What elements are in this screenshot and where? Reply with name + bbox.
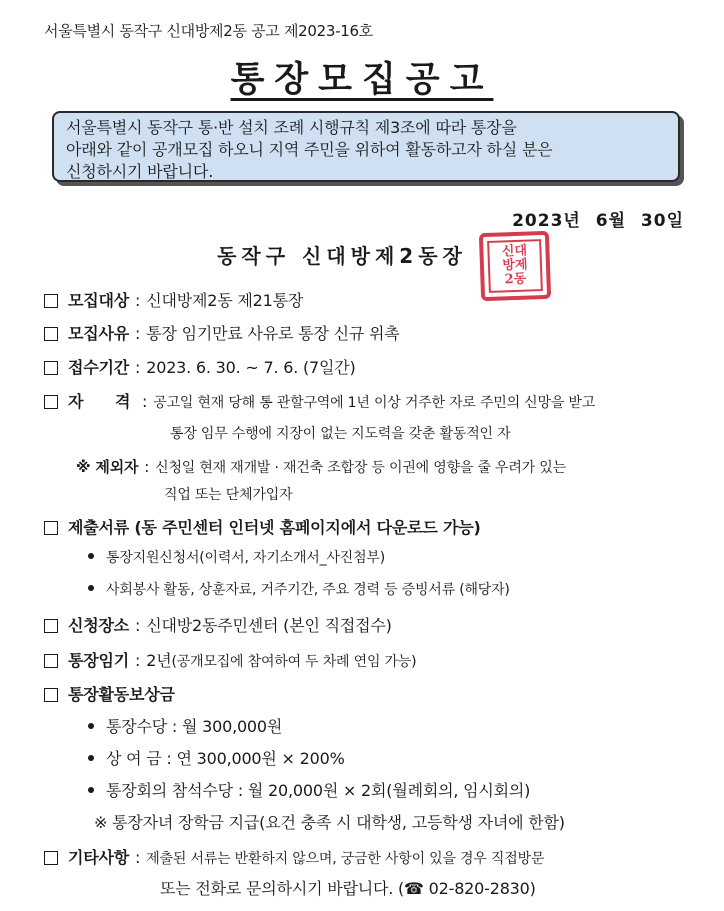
checkbox-icon (44, 619, 58, 633)
bullet-text: 통장수당 : 월 300,000원 (106, 717, 283, 736)
item-other: 기타사항 : 제출된 서류는 반환하지 않으며, 궁금한 사항이 있을 경우 직접방문 (44, 845, 544, 868)
documents-bullet (88, 547, 385, 567)
item-qualification: 자 격 : 공고일 현재 당해 통 관할구역에 1년 이상 거주한 자로 주민의 신망을 받고 (44, 389, 595, 412)
bullet-icon (88, 723, 94, 729)
item-label: 제출서류 (동 주민센터 인터넷 홈페이지에서 다운로드 가능) (68, 518, 481, 537)
item-reason: 모집사유 : 통장 임기만료 사유로 통장 신규 위촉 (44, 321, 400, 344)
checkbox-icon (44, 688, 58, 702)
item-value: 공고일 현재 당해 통 관할구역에 1년 이상 거주한 자로 주민의 신망을 받고 (153, 395, 596, 411)
item-label: 모집사유 (68, 324, 130, 343)
item-label: 통장임기 (68, 651, 130, 670)
checkbox-icon (44, 327, 58, 341)
qualification-line-2: 통장 임무 수행에 지장이 없는 지도력을 갖춘 활동적인 자 (170, 426, 511, 442)
documents-bullet (88, 579, 510, 599)
bullet-icon (88, 755, 94, 761)
bullet-text: 사회봉사 활동, 상훈자료, 거주기간, 주요 경력 등 증빙서류 (해당자) (106, 582, 510, 598)
organization-name: 동작구 신대방제2동장 (217, 244, 467, 268)
item-value: 제출된 서류는 반환하지 않으며, 궁금한 사항이 있을 경우 직접방문 (146, 851, 545, 867)
item-place: 신청장소 : 신대방2동주민센터 (본인 직접접수) (44, 613, 392, 636)
item-value: 통장 임기만료 사유로 통장 신규 위촉 (146, 324, 400, 343)
item-value: 신대방2동주민센터 (본인 직접접수) (146, 616, 392, 635)
exclusion-text: 신청일 현재 재개발 · 재건축 조합장 등 이권에 영향을 줄 우려가 있는 (155, 460, 566, 476)
item-compensation (44, 682, 175, 705)
checkbox-icon (44, 851, 58, 865)
exclusion-label: ※ 제외자 (76, 458, 139, 476)
item-period: 접수기간 : 2023. 6. 30. ~ 7. 6. (7일간) (44, 355, 356, 378)
bullet-icon (88, 787, 94, 793)
intro-line: 서울특별시 동작구 통·반 설치 조례 시행규칙 제3조에 따라 통장을 (66, 118, 517, 137)
compensation-bullet (88, 714, 282, 737)
item-value: 2023. 6. 30. ~ 7. 6. (7일간) (146, 358, 356, 377)
bullet-text: 통장지원신청서(이력서, 자기소개서_사진첨부) (106, 550, 385, 566)
exclusion-line-2: 직업 또는 단체가입자 (164, 487, 293, 503)
page-title: 통장모집공고 (230, 60, 494, 100)
other-line-2: 또는 전화로 문의하시기 바랍니다. (☎ 02-820-2830) (160, 879, 536, 898)
compensation-bullet (88, 746, 345, 769)
compensation-bullet (88, 778, 530, 801)
item-label: 신청장소 (68, 616, 130, 635)
item-note: (공개모집에 참여하여 두 차례 연임 가능) (171, 654, 417, 670)
notice-number: 서울특별시 동작구 신대방제2동 공고 제2023-16호 (44, 22, 373, 40)
exclusion-row: ※ 제외자 : 신청일 현재 재개발 · 재건축 조합장 등 이권에 영향을 줄 우려가 있는 (76, 458, 566, 476)
bullet-text: 통장회의 참석수당 : 월 20,000원 × 2회(월례회의, 임시회의) (106, 781, 531, 800)
item-term: 통장임기 : 2년(공개모집에 참여하여 두 차례 연임 가능) (44, 648, 416, 671)
item-documents (44, 515, 481, 538)
notice-date: 2023년 6월 30일 (512, 211, 684, 231)
bullet-text: 상 여 금 : 연 300,000원 × 200% (106, 749, 345, 768)
checkbox-icon (44, 521, 58, 535)
item-target: 모집대상 : 신대방제2동 제21통장 (44, 288, 303, 311)
checkbox-icon (44, 395, 58, 409)
item-value: 2년 (146, 651, 172, 670)
item-label: 통장활동보상금 (68, 685, 175, 704)
checkbox-icon (44, 654, 58, 668)
item-label: 접수기간 (68, 358, 130, 377)
compensation-note: ※ 통장자녀 장학금 지급(요건 충족 시 대학생, 고등학생 자녀에 한함) (94, 813, 565, 832)
item-label: 기타사항 (68, 848, 130, 867)
checkbox-icon (44, 294, 58, 308)
checkbox-icon (44, 361, 58, 375)
item-label: 자 격 (68, 392, 131, 411)
intro-line: 아래와 같이 공개모집 하오니 지역 주민을 위하여 활동하고자 하실 분은 (66, 140, 553, 159)
bullet-icon (88, 553, 94, 559)
item-value: 신대방제2동 제21통장 (146, 291, 304, 310)
intro-line: 신청하시기 바랍니다. (66, 162, 214, 181)
bullet-icon (88, 585, 94, 591)
intro-box (52, 111, 680, 182)
official-seal-icon: 신대 방제 2동 (479, 231, 551, 301)
item-label: 모집대상 (68, 291, 130, 310)
